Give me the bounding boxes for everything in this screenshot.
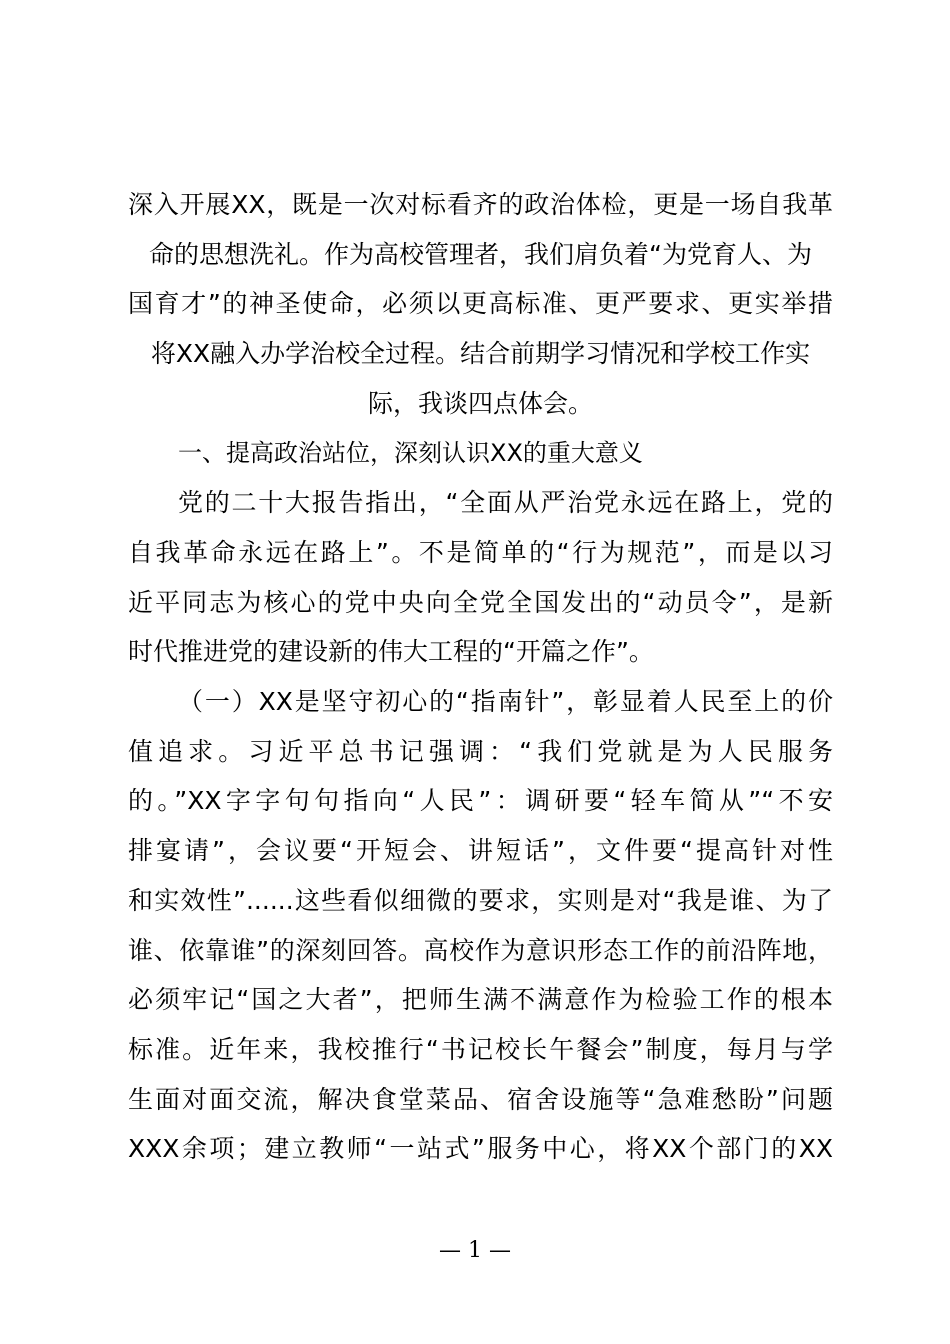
intro-paragraph <box>128 180 833 429</box>
text-line: 命的思想洗礼。作为高校管理者，我们肩负着“为党育人、为 <box>149 239 812 269</box>
page-number: — 1 — <box>439 1238 511 1263</box>
text-line: （一）XX是坚守初心的“指南针”，彰显着人民至上的价 <box>178 687 833 717</box>
body-paragraph <box>128 478 833 677</box>
text-line: 谁、依靠谁”的深刻回答。高校作为意识形态工作的前沿阵地， <box>128 935 833 965</box>
text-line: 和实效性”......这些看似细微的要求，实则是对“我是谁、为了 <box>128 885 833 915</box>
text-line: 时代推进党的建设新的伟大工程的“开篇之作”。 <box>128 637 654 667</box>
text-line: 值追求。习近平总书记强调：“我们党就是为人民服务 <box>128 736 833 766</box>
body-paragraph <box>128 677 833 1174</box>
text-line: 近平同志为核心的党中央向全党全国发出的“动员令”，是新 <box>128 587 833 617</box>
document-page <box>128 180 833 1174</box>
text-line: XXX余项；建立教师“一站式”服务中心，将XX个部门的XX <box>128 1134 833 1164</box>
text-line: 标准。近年来，我校推行“书记校长午餐会”制度，每月与学 <box>128 1034 833 1064</box>
text-line: 党的二十大报告指出，“全面从严治党永远在路上，党的 <box>178 488 833 518</box>
text-line: 生面对面交流，解决食堂菜品、宿舍设施等“急难愁盼”问题 <box>128 1084 833 1114</box>
text-line: 将XX融入办学治校全过程。结合前期学习情况和学校工作实 <box>150 339 811 369</box>
text-line: 必须牢记“国之大者”，把师生满不满意作为检验工作的根本 <box>128 985 833 1015</box>
section-heading: 一、提高政治站位，深刻认识XX的重大意义 <box>178 438 643 467</box>
text-line: 际，我谈四点体会。 <box>367 388 593 418</box>
text-line: 深入开展XX，既是一次对标看齐的政治体检，更是一场自我革 <box>128 190 833 219</box>
text-line: 排宴请”，会议要“开短会、讲短话”，文件要“提高针对性 <box>128 836 833 866</box>
text-line: 国育才”的神圣使命，必须以更高标准、更严要求、更实举措 <box>128 289 833 319</box>
text-line: 的。”XX字字句句指向“人民”：调研要“轻车简从”“不安 <box>128 786 833 816</box>
text-line: 自我革命永远在路上”。不是简单的“行为规范”，而是以习 <box>128 537 833 567</box>
